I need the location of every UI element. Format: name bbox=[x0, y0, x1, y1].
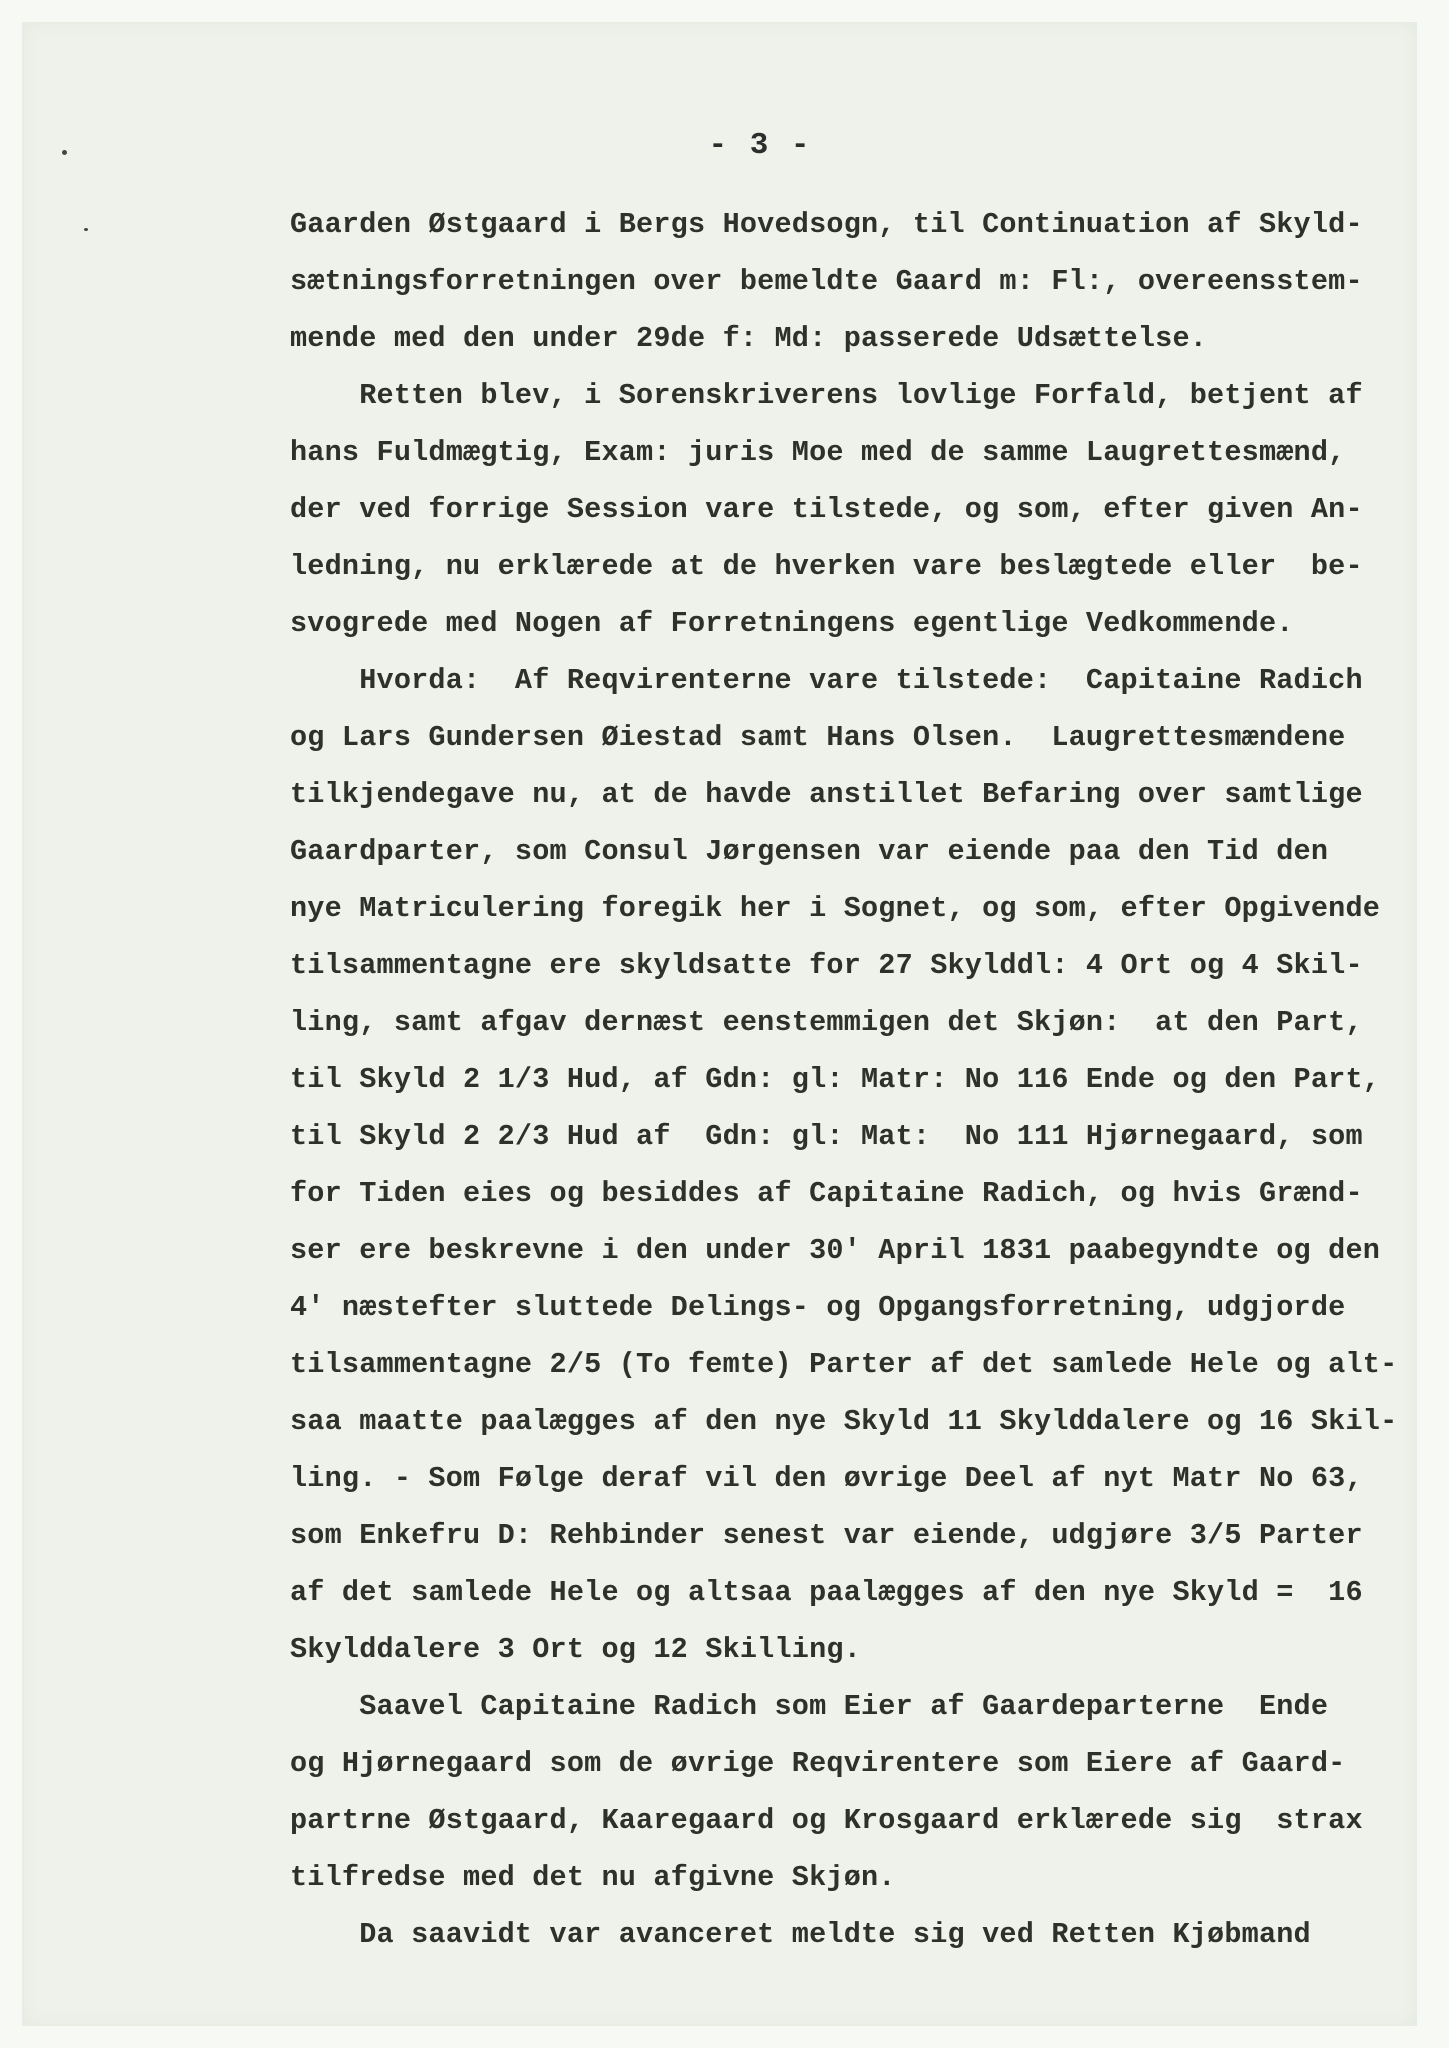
text-line: tilfredse med det nu afgivne Skjøn. bbox=[290, 1861, 896, 1894]
text-line: ling, samt afgav dernæst eenstemmigen det Skjøn: at den Part, bbox=[290, 1006, 1363, 1039]
text-line: Gaardparter, som Consul Jørgensen var eiende paa den Tid den bbox=[290, 835, 1329, 868]
text-line: ling. - Som Følge deraf vil den øvrige Deel af nyt Matr No 63, bbox=[290, 1462, 1363, 1495]
text-line: hans Fuldmægtig, Exam: juris Moe med de samme Laugrettesmænd, bbox=[290, 436, 1346, 469]
text-line: ser ere beskrevne i den under 30' April 1831 paabegyndte og den bbox=[290, 1234, 1381, 1267]
text-line: Retten blev, i Sorenskriverens lovlige Forfald, betjent af bbox=[290, 379, 1363, 412]
text-line: tilsammentagne 2/5 (To femte) Parter af det samlede Hele og alt- bbox=[290, 1348, 1398, 1381]
margin-mark bbox=[84, 228, 88, 231]
text-line: for Tiden eies og besiddes af Capitaine Radich, og hvis Grænd- bbox=[290, 1177, 1363, 1210]
text-line: Saavel Capitaine Radich som Eier af Gaardeparterne Ende bbox=[290, 1690, 1329, 1723]
text-line: og Lars Gundersen Øiestad samt Hans Olsen. Laugrettesmændene bbox=[290, 721, 1346, 754]
text-line: sætningsforretningen over bemeldte Gaard m: Fl:, overeensstem- bbox=[290, 265, 1363, 298]
text-line: Hvorda: Af Reqvirenterne vare tilstede: Capitaine Radich bbox=[290, 664, 1363, 697]
document-body bbox=[290, 196, 1405, 1963]
margin-mark bbox=[62, 150, 67, 155]
text-line: svogrede med Nogen af Forretningens egentlige Vedkommende. bbox=[290, 607, 1294, 640]
text-line: som Enkefru D: Rehbinder senest var eiende, udgjøre 3/5 Parter bbox=[290, 1519, 1363, 1552]
text-line: tilkjendegave nu, at de havde anstillet Befaring over samtlige bbox=[290, 778, 1363, 811]
text-line: til Skyld 2 1/3 Hud, af Gdn: gl: Matr: No 116 Ende og den Part, bbox=[290, 1063, 1381, 1096]
text-line: af det samlede Hele og altsaa paalægges af den nye Skyld = 16 bbox=[290, 1576, 1363, 1609]
text-line: til Skyld 2 2/3 Hud af Gdn: gl: Mat: No 111 Hjørnegaard, som bbox=[290, 1120, 1363, 1153]
text-line: tilsammentagne ere skyldsatte for 27 Skylddl: 4 Ort og 4 Skil- bbox=[290, 949, 1363, 982]
text-line: partrne Østgaard, Kaaregaard og Krosgaard erklærede sig strax bbox=[290, 1804, 1363, 1837]
text-line: 4' næstefter sluttede Delings- og Opgangsforretning, udgjorde bbox=[290, 1291, 1346, 1324]
text-line: og Hjørnegaard som de øvrige Reqvirentere som Eiere af Gaard- bbox=[290, 1747, 1346, 1780]
text-line: Skylddalere 3 Ort og 12 Skilling. bbox=[290, 1633, 861, 1666]
text-line: Da saavidt var avanceret meldte sig ved Retten Kjøbmand bbox=[290, 1918, 1311, 1951]
text-line: Gaarden Østgaard i Bergs Hovedsogn, til Continuation af Skyld- bbox=[290, 208, 1363, 241]
page-number: - 3 - bbox=[708, 128, 812, 163]
text-line: mende med den under 29de f: Md: passerede Udsættelse. bbox=[290, 322, 1208, 355]
text-line: der ved forrige Session vare tilstede, og som, efter given An- bbox=[290, 493, 1363, 526]
text-line: nye Matriculering foregik her i Sognet, og som, efter Opgivende bbox=[290, 892, 1381, 925]
text-line: ledning, nu erklærede at de hverken vare beslægtede eller be- bbox=[290, 550, 1363, 583]
text-line: saa maatte paalægges af den nye Skyld 11 Skylddalere og 16 Skil- bbox=[290, 1405, 1398, 1438]
